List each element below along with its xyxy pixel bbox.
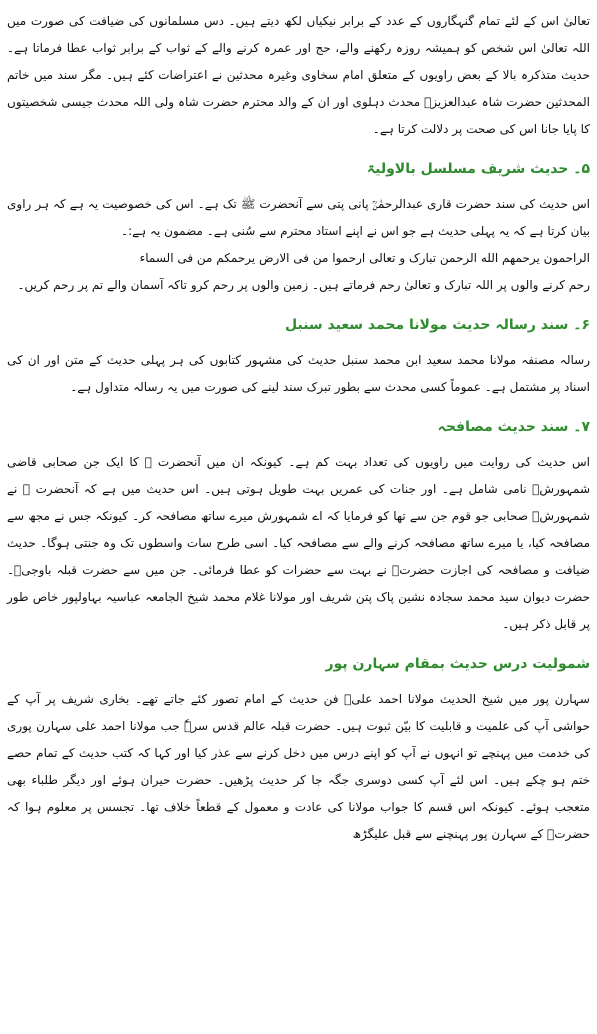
continued-paragraph: تعالیٰ اس کے لئے تمام گنہگاروں کے عدد کے برابر نیکیاں لکھ دیتے ہیں۔ دس مسلمانوں کی ضیافت کی صورت میں اللہ تعالیٰ اس شخص کو ہمیشہ روزہ رکھنے والے، حج اور عمرہ کرنے والے کے ثواب کے برابر ثواب عطا فرماتا ہے۔ حدیث متذکرہ بالا کے بعض راویوں کے متعلق امام سخاوی وغیرہ محدثین نے اعتراضات کئے ہیں۔ مگر سند میں خاتم المحدثین حضرت شاہ عبدالعزیزؒ محدث دہلوی اور ان کے والد محترم حضرت شاہ ولی اللہ محدث جیسی شخصیتوں کا پایا جانا اس کی صحت پر دلالت کرتا ہے۔ bbox=[7, 14, 590, 136]
section-heading: ۷۔ سند حدیث مصافحہ bbox=[437, 419, 590, 435]
section-heading: شمولیت درس حدیث بمقام سہارن پور bbox=[325, 656, 590, 672]
quote-translation: رحم کرنے والوں پر اللہ تبارک و تعالیٰ رحم فرماتے ہیں۔ زمین والوں پر رحم کرو تاکہ آسمان والے تم پر رحم کریں۔ bbox=[17, 278, 590, 292]
section-hadith-musalsal bbox=[7, 157, 590, 299]
section-heading: ۵۔ حدیث شریف مسلسل بالاولیۃ bbox=[366, 161, 590, 177]
section-saharanpur bbox=[7, 652, 590, 848]
section-heading: ۶۔ سند رسالہ حدیث مولانا محمد سعید سنبل bbox=[284, 317, 590, 333]
section-risala-sanad bbox=[7, 313, 590, 401]
section-hadith-musafaha bbox=[7, 415, 590, 638]
paragraph: رسالہ مصنفہ مولانا محمد سعید ابن محمد سنبل حدیث کی مشہور کتابوں کی ہر پہلی حدیث کے متن اور ان کی اسناد پر مشتمل ہے۔ عموماً کسی محدث سے بطور تبرک سند لینے کی صورت میں یہ رسالہ متداول ہے۔ bbox=[7, 353, 590, 394]
paragraph: سہارن پور میں شیخ الحدیث مولانا احمد علیؒ فن حدیث کے امام تصور کئے جاتے تھے۔ بخاری شریف پر آپ کے حواشی آپ کی علمیت و قابلیت کا بیّن ثبوت ہیں۔ حضرت قبلہ عالم قدس سرہٗ جب مولانا احمد علی سہارن پوری کی خدمت میں پہنچے تو انہوں نے آپ کو اپنے درس میں دخل کرنے سے عذر کیا اور کہا کہ کتب حدیث کے تمام حصے ختم ہو چکے ہیں۔ اس لئے آپ کسی دوسری جگہ جا کر حدیث پڑھیں۔ حضرت حیران ہوئے اور دیگر طلباء بھی متعجب ہوئے۔ کیونکہ اس قسم کا جواب مولانا کی عادت و معمول کے قطعاً خلاف تھا۔ تجسس پر معلوم ہوا کہ حضرتؒ کے سہارن پور پہنچنے سے قبل علیگڑھ bbox=[7, 692, 590, 841]
paragraph: اس حدیث کی روایت میں راویوں کی تعداد بہت کم ہے۔ کیونکہ ان میں آنحضرت ﷺ کا ایک جن صحابی قاضی شمہورشؓ نامی شامل ہے۔ اور جنات کی عمریں بہت طویل ہوتی ہیں۔ اس حدیث میں ہے کہ آنحضرت ﷺ نے شمہورشؓ صحابی جو قوم جن سے تھا کو فرمایا کہ اے شمہورش میرے ساتھ مصافحہ کر۔ کیونکہ جس نے مجھ سے مصافحہ کیا، یا میرے ساتھ مصافحہ کرنے والے سے مصافحہ کیا۔ اسی طرح سات واسطوں تک وہ جنتی ہوگا۔ حدیث ضیافت و مصافحہ کی اجازت حضرتؒ نے بہت سے حضرات کو عطا فرمائی۔ جن میں سے حضرت قبلہ باوجیؒ۔ حضرت دیوان سید محمد سجادہ نشین پاک پتن شریف اور مولانا غلام محمد شیخ الجامعہ عباسیہ بہاولپور خاص طور پر قابل ذکر ہیں۔ bbox=[7, 455, 591, 631]
paragraph: اس حدیث کی سند حضرت قاری عبدالرحمٰنؒ پانی پتی سے آنحضرت ﷺ تک ہے۔ اس کی خصوصیت یہ ہے کہ ہر راوی بیان کرتا ہے کہ یہ پہلی حدیث ہے جو اس نے اپنے استاد محترم سے سُنی ہے۔ مضمون یہ ہے:۔ bbox=[7, 197, 590, 238]
arabic-quote: الراحمون یرحمهم الله الرحمن تبارک و تعالی ارحموا من فی الارض یرحمکم من فی السماء bbox=[139, 251, 590, 265]
